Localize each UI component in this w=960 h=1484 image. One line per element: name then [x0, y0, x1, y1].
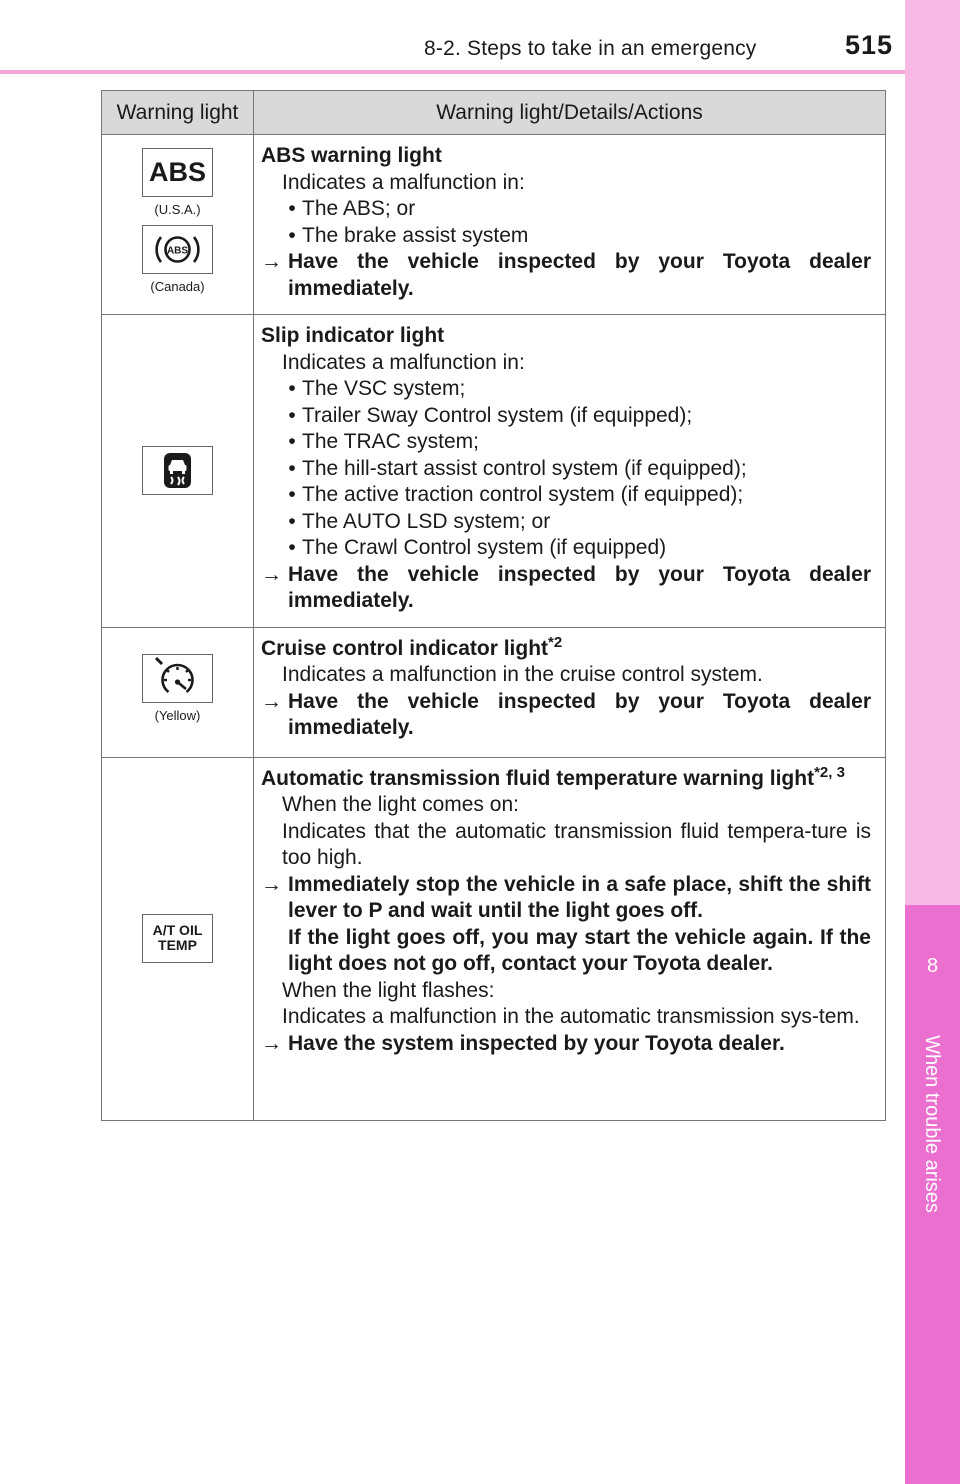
column-header-warning-light: Warning light [102, 91, 254, 135]
icon-cell [102, 757, 254, 1120]
at-oil-temp-text: A/T OIL TEMP [152, 922, 203, 953]
bullet-item: • The AUTO LSD system; or [261, 509, 871, 536]
footnote-ref: *2, 3 [814, 763, 845, 781]
cruise-control-icon [142, 654, 213, 703]
condition-label: When the light comes on: [282, 793, 519, 816]
bullet-glyph: • [288, 430, 296, 453]
warning-light-table [101, 90, 886, 1121]
condition-description: Indicates that the automatic transmission fluid tempera-ture is too high. [282, 819, 871, 869]
table-row [102, 757, 886, 1120]
icon-cell [102, 627, 254, 757]
bullet-glyph: • [288, 536, 296, 559]
chapter-label: When trouble arises [921, 1035, 943, 1213]
icon-cell [102, 135, 254, 315]
header-divider [0, 70, 905, 74]
bullet-item: • The TRAC system; [261, 429, 871, 456]
arrow-icon: → [261, 872, 282, 896]
bullet-glyph: • [288, 377, 296, 400]
column-header-details: Warning light/Details/Actions [254, 91, 886, 135]
item-title: Automatic transmission fluid temperature warning light$^{*2, 3}$ [261, 763, 845, 790]
intro-text: Indicates a malfunction in: [282, 350, 525, 374]
abs-icon-text: ABS [148, 156, 206, 187]
action-text: → Immediately stop the vehicle in a safe place, shift the shift lever to P and wait until the light goes off. [261, 872, 871, 925]
table-header-row [102, 91, 886, 135]
bullet-glyph: • [288, 456, 296, 480]
condition-label: When the light flashes: [282, 978, 495, 1002]
details-cell [254, 135, 886, 315]
page-number: 515 [845, 30, 894, 60]
icon-caption: (Yellow) [154, 707, 201, 723]
arrow-icon: → [261, 562, 282, 586]
details-cell [254, 315, 886, 628]
bullet-glyph: • [288, 509, 296, 533]
arrow-icon: → [261, 250, 282, 273]
bullet-glyph: • [288, 483, 296, 506]
condition-description: Indicates a malfunction in the automatic transmission sys-tem. [282, 1005, 860, 1028]
bullet-item: • The brake assist system [261, 223, 871, 250]
details-cell [254, 757, 886, 1120]
details-cell [254, 627, 886, 757]
intro-text: Indicates a malfunction in the cruise control system. [282, 663, 763, 686]
footnote-ref: *2 [548, 633, 563, 651]
bullet-glyph: • [288, 403, 296, 427]
item-title: Cruise control indicator light$^{*2}$ [261, 633, 563, 660]
action-text: → Have the vehicle inspected by your Toyota dealer immediately. [261, 689, 871, 742]
bullet-item: • The hill-start assist control system (if equipped); [261, 456, 871, 483]
arrow-icon: → [261, 689, 282, 713]
icon-caption: (Canada) [150, 278, 205, 294]
chapter-number: 8 [926, 955, 939, 977]
icon-cell [102, 315, 254, 628]
action-text: → Have the vehicle inspected by your Toyota dealer immediately. [261, 249, 871, 302]
table-row [102, 315, 886, 628]
item-title: ABS warning light [261, 144, 442, 167]
table-row [102, 135, 886, 315]
icon-caption: (U.S.A.) [154, 201, 201, 217]
abs-letters-icon [142, 148, 213, 197]
slip-indicator-icon [142, 446, 213, 495]
bullet-item: • The active traction control system (if equipped); [261, 482, 871, 509]
bullet-glyph: • [288, 197, 296, 220]
bullet-item: • The ABS; or [261, 196, 871, 223]
bullet-item: • The Crawl Control system (if equipped) [261, 535, 871, 562]
bullet-item: • The VSC system; [261, 376, 871, 403]
action-text: → Have the vehicle inspected by your Toyota dealer immediately. [261, 562, 871, 615]
bullet-glyph: • [288, 223, 296, 247]
abs-circle-icon [142, 225, 213, 274]
section-title: 8-2. Steps to take in an emergency [424, 37, 757, 60]
intro-text: Indicates a malfunction in: [282, 170, 525, 194]
arrow-icon: → [261, 1031, 282, 1055]
at-oil-temp-icon [142, 914, 213, 963]
item-title: Slip indicator light [261, 324, 445, 347]
bullet-item: • Trailer Sway Control system (if equipped); [261, 403, 871, 430]
table-row [102, 627, 886, 757]
action-text: If the light goes off, you may start the vehicle again. If the light does not go off, contact your Toyota dealer. [288, 925, 871, 975]
abs-circle-icon-text: ABS [166, 245, 189, 256]
action-text: → Have the system inspected by your Toyota dealer. [261, 1031, 871, 1058]
